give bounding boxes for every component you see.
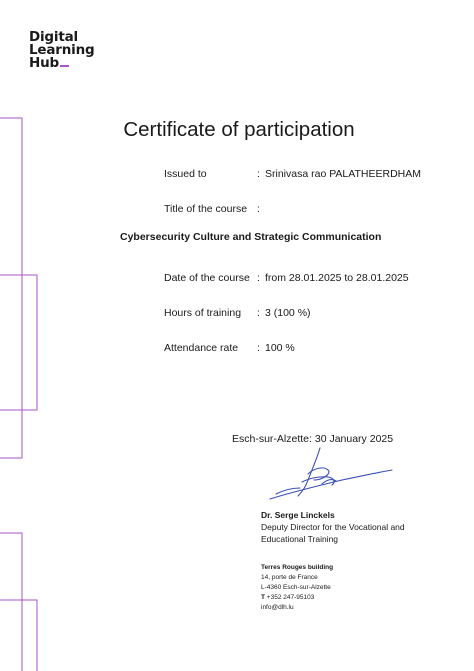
field-label: Attendance rate <box>164 342 239 354</box>
logo-line-1: Digital <box>29 29 78 45</box>
certificate-title: Certificate of participation <box>123 118 355 141</box>
logo-underscore-mark <box>60 65 69 67</box>
field-label: Hours of training <box>164 307 242 319</box>
address-email[interactable]: info@dlh.lu <box>261 604 294 611</box>
signer-role: Deputy Director for the Vocational and Educational Training <box>261 522 405 544</box>
field-value: Srinivasa rao PALATHEERDHAM <box>265 168 421 180</box>
field-value: 100 % <box>265 342 295 354</box>
phone-prefix: T <box>261 594 265 601</box>
field-colon: : <box>257 342 260 354</box>
address-phone: +352 247-95103 <box>266 594 315 601</box>
course-name: Cybersecurity Culture and Strategic Communication <box>120 231 382 243</box>
field-value: from 28.01.2025 to 28.01.2025 <box>265 272 409 284</box>
place-and-date: Esch-sur-Alzette: 30 January 2025 <box>232 433 394 445</box>
address-street: 14, porte de France <box>261 574 318 581</box>
field-colon: : <box>257 203 260 215</box>
field-label: Date of the course <box>164 272 250 284</box>
field-value: 3 (100 %) <box>265 307 311 319</box>
logo-line-3: Hub <box>29 55 59 71</box>
field-label: Issued to <box>164 168 207 180</box>
logo <box>29 31 94 70</box>
handwritten-signature <box>262 444 397 506</box>
field-colon: : <box>257 168 260 180</box>
signer-name: Dr. Serge Linckels <box>261 510 335 520</box>
address-block <box>261 563 333 613</box>
field-colon: : <box>257 272 260 284</box>
left-decorative-brackets <box>0 0 40 671</box>
field-colon: : <box>257 307 260 319</box>
address-city: L-4360 Esch-sur-Alzette <box>261 584 331 591</box>
logo-line-2: Learning <box>29 42 95 58</box>
address-phone-line <box>261 593 333 603</box>
address-building: Terres Rouges building <box>261 564 334 571</box>
field-label: Title of the course <box>164 203 248 215</box>
